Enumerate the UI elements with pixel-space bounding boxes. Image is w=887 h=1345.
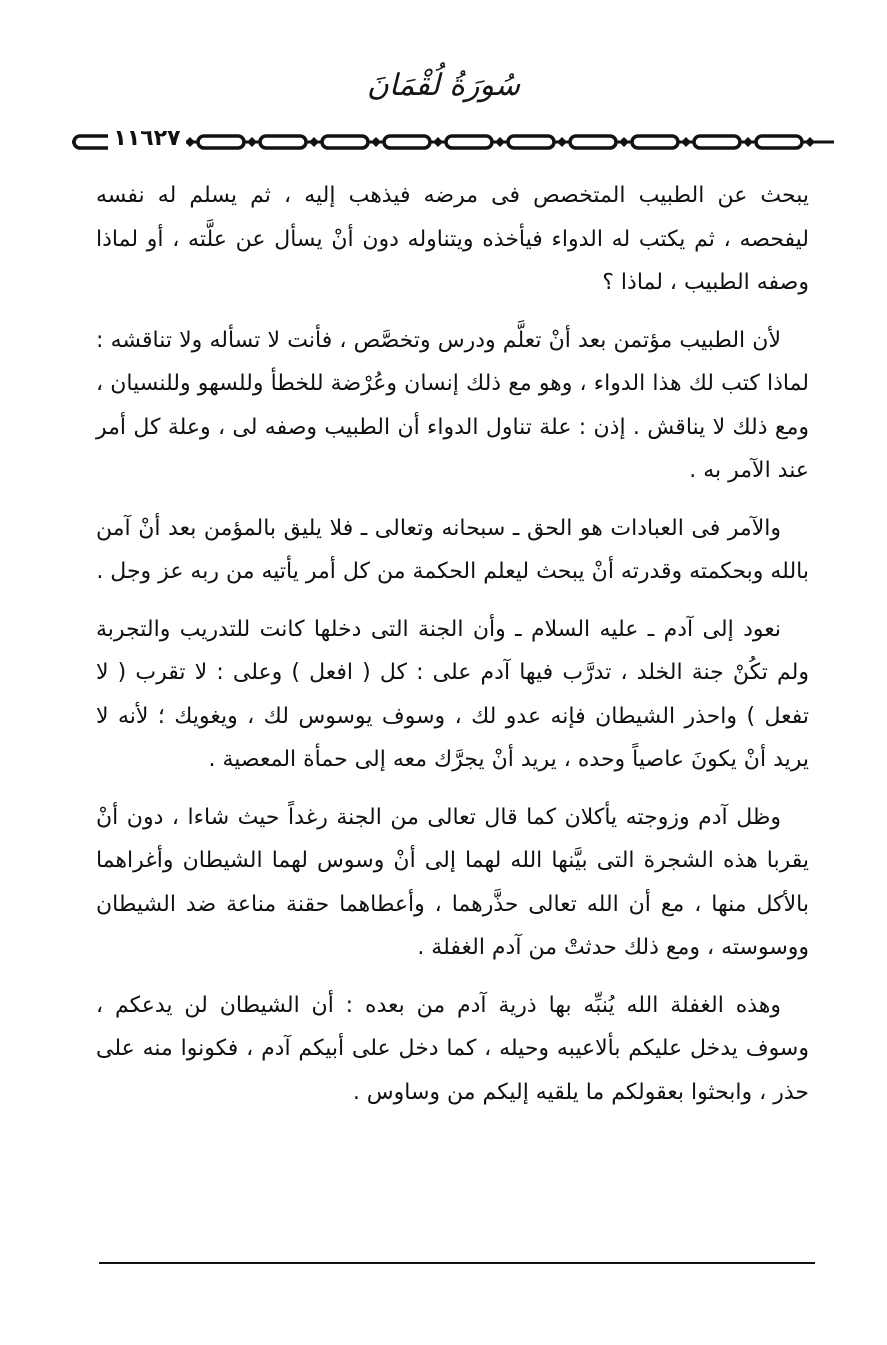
paragraph-5: وظل آدم وزوجته يأكلان كما قال تعالى من الجنة رغداً حيث شاءا ، دون أنْ يقربا هذه الشجرة التى بيَّنها الله لهما إلى أنْ وسوس لهما الشيطان وأغراهما بالأكل منها ، مع أن الله تعالى حذَّرهما ، وأعطاهما حقنة مناعة ضد الشيطان ووسوسته ، ومع ذلك حدثتْ من آدم الغفلة . xyxy=(96,804,809,960)
page-body xyxy=(96,174,809,1128)
paragraph-1: يبحث عن الطبيب المتخصص فى مرضه فيذهب إليه ، ثم يسلم له نفسه ليفحصه ، ثم يكتب له الدواء فيأخذه ويتناوله دون أنْ يسأل عن علَّته ، أو لماذا وصفه الطبيب ، لماذا ؟ xyxy=(96,183,809,295)
page-number: ١١٦٢٧ xyxy=(108,124,186,154)
paragraph-4: نعود إلى آدم ـ عليه السلام ـ وأن الجنة التى دخلها كانت للتدريب والتجربة ولم تكُنْ جنة الخلد ، تدرَّب فيها آدم على : كل ( افعل ) وعلى : لا تقرب ( لا تفعل ) واحذر الشيطان فإنه عدو لك ، وسوف يوسوس لك ، ويغويك ؛ لأنه لا يريد أنْ يكونَ عاصياً وحده ، يريد أنْ يجرَّك معه إلى حمأة المعصية . xyxy=(96,616,809,772)
paragraph-3: والآمر فى العبادات هو الحق ـ سبحانه وتعالى ـ فلا يليق بالمؤمن بعد أنْ آمن بالله وبحكمته وقدرته أنْ يبحث ليعلم الحكمة من كل أمر يأتيه من ربه عز وجل . xyxy=(96,515,809,584)
surah-title: سُورَةُ لُقْمَانَ xyxy=(366,68,521,103)
footer-rule xyxy=(99,1262,815,1264)
paragraph-2: لأن الطبيب مؤتمن بعد أنْ تعلَّم ودرس وتخصَّص ، فأنت لا تسأله ولا تناقشه : لماذا كتب لك هذا الدواء ، وهو مع ذلك إنسان وعُرْضة للخطأ وللسهو وللنسيان ، ومع ذلك لا يناقش . إذن : علة تناول الدواء أن الطبيب وصفه لى ، وعلة كل أمر عند الآمر به . xyxy=(96,327,809,483)
ornament-chain-icon xyxy=(72,126,834,158)
ornamental-border xyxy=(72,126,834,158)
paragraph-6: وهذه الغفلة الله يُنبِّه بها ذرية آدم من بعده : أن الشيطان لن يدعكم ، وسوف يدخل عليكم بألاعيبه وحيله ، كما دخل على أبيكم آدم ، فكونوا منه على حذر ، وابحثوا بعقولكم ما يلقيه إليكم من وساوس . xyxy=(96,992,809,1105)
